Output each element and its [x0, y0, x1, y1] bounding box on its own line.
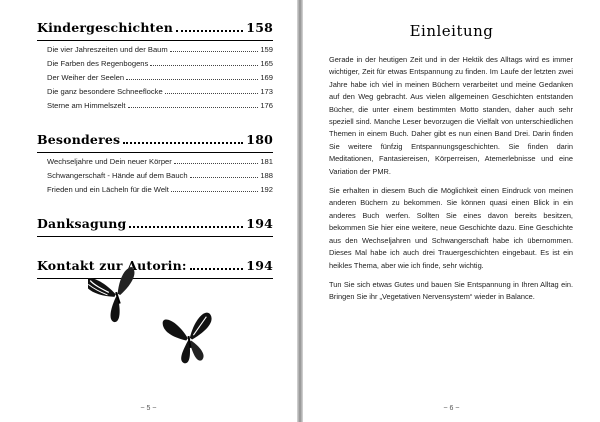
butterfly-icon — [160, 308, 218, 370]
page-number: ~ 5 ~ — [140, 405, 157, 412]
spacer — [37, 113, 273, 129]
dot-leader — [150, 65, 258, 66]
paragraph: Sie erhalten in diesem Buch die Möglichkeit einen Eindruck von meinen anderen Büchern zu bekommen. Sie können quasi einen Blick in ein anderes Buch werfen. Sollten Sie eines davon bereits besitzen, bekommen Sie hier eine weitere, neue Geschichte dazu. Eine Geschichte aus den Wechseljahren und Schwangerschaft habe ich übernommen. Dieses Mal habe ich auch drei Trauergeschichten eingebaut. Es ist ein heikles Thema, aber wie ich finde, sehr wichtig. — [329, 186, 573, 270]
toc-entry-title: Die vier Jahreszeiten und der Baum — [47, 45, 168, 54]
toc-entry-page: 173 — [260, 87, 273, 96]
toc-entry-title: Schwangerschaft - Hände auf dem Bauch — [47, 171, 188, 180]
toc-section-heading — [37, 17, 273, 39]
toc-section-heading — [37, 255, 273, 277]
toc-entry — [37, 71, 273, 85]
toc-section-title: Kontakt zur Autorin: — [37, 258, 187, 273]
dot-leader — [176, 30, 243, 32]
toc-entry-page: 188 — [260, 171, 273, 180]
divider — [37, 152, 273, 153]
toc-entry-page: 181 — [260, 157, 273, 166]
toc-entry-title: Sterne am Himmelszelt — [47, 101, 126, 110]
page-number: ~ 6 ~ — [443, 405, 460, 412]
divider — [37, 236, 273, 237]
toc-entry-page: 165 — [260, 59, 273, 68]
dot-leader — [129, 226, 243, 228]
dot-leader — [170, 51, 259, 52]
divider — [37, 278, 273, 279]
dot-leader — [128, 107, 259, 108]
toc-entry-title: Frieden und ein Lächeln für die Welt — [47, 185, 169, 194]
toc-entry — [37, 43, 273, 57]
dot-leader — [126, 79, 258, 80]
toc-entry-page: 159 — [260, 45, 273, 54]
toc-section-title: Kindergeschichten — [37, 20, 174, 35]
toc-section-page: 158 — [246, 20, 273, 35]
dot-leader — [190, 268, 244, 270]
toc-section-page: 180 — [246, 132, 273, 147]
toc-entry — [37, 183, 273, 197]
toc-entry-page: 176 — [260, 101, 273, 110]
toc-entry-title: Der Weiher der Seelen — [47, 73, 125, 82]
left-page — [0, 0, 297, 422]
toc-section-title: Danksagung — [37, 216, 127, 231]
toc-entry — [37, 57, 273, 71]
toc-entry — [37, 169, 273, 183]
dot-leader — [165, 93, 259, 94]
paragraph: Gerade in der heutigen Zeit und in der Hektik des Alltags wird es immer wichtiger, Zeit für etwas Entspannung zu finden. Im Laufe der letzten zwei Jahre habe ich viel in meinen Büchern verarbeitet und meine Gedanken auf den Weg gebracht. Aus vielen allgemeinen Geschichten entstanden Bücher, die unter einem bestimmten Motto standen, daher auch sehr speziell sind. Manche Leser bevorzugen die Vielfalt von unterschiedlichen Themen in einem Buch. Daher gibt es nun einen Band Drei. Darin finden Sie weitere fünfzig Entspannungsgeschichten. Sie finden darin Meditationen, Fantasiereisen, Körperreisen, Atemerlebnisse und eine Variation der PMR. — [329, 55, 573, 176]
spacer — [37, 239, 273, 255]
dot-leader — [174, 163, 259, 164]
chapter-body — [329, 54, 573, 311]
toc-entry — [37, 155, 273, 169]
toc-section-page: 194 — [246, 216, 273, 231]
spacer — [37, 281, 273, 297]
toc-entry-page: 169 — [260, 73, 273, 82]
toc-section-heading — [37, 129, 273, 151]
paragraph: Tun Sie sich etwas Gutes und bauen Sie Entspannung in Ihren Alltag ein. Bringen Sie ihr „Vegetativen Nervensystem“ wieder in Balance. — [329, 279, 573, 302]
dot-leader — [190, 177, 259, 178]
toc-entry-title: Die ganz besondere Schneeflocke — [47, 87, 163, 96]
divider — [37, 40, 273, 41]
toc-section-heading — [37, 213, 273, 235]
spacer — [37, 197, 273, 213]
toc-entry-title: Die Farben des Regenbogens — [47, 59, 149, 68]
toc-entry — [37, 99, 273, 113]
toc-entry-title: Wechseljahre und Dein neuer Körper — [47, 157, 172, 166]
toc-entry — [37, 85, 273, 99]
butterfly-icon — [88, 264, 146, 326]
dot-leader — [123, 142, 243, 144]
chapter-heading: Einleitung — [409, 22, 494, 40]
toc-entry-page: 192 — [260, 185, 273, 194]
dot-leader — [171, 191, 258, 192]
toc-section-page: 194 — [246, 258, 273, 273]
toc-section-title: Besonderes — [37, 132, 121, 147]
right-page — [303, 0, 600, 422]
table-of-contents — [37, 17, 273, 297]
